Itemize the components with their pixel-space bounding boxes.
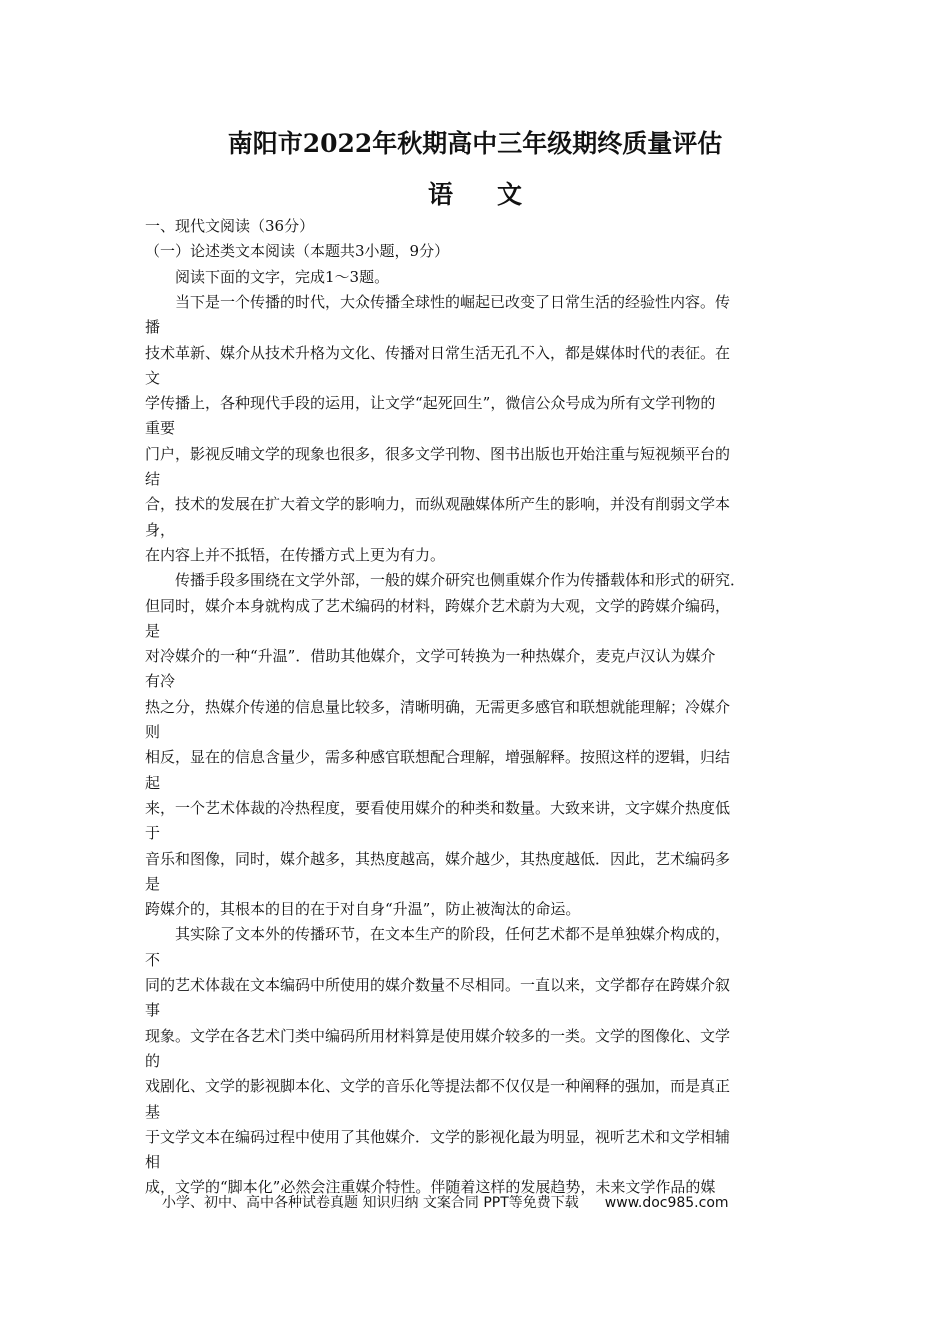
text-line: 于文学文本在编码过程中使用了其他媒介．文学的影视化最为明显，视听艺术和文学相辅 bbox=[145, 1128, 731, 1146]
text-line: 于 bbox=[145, 824, 161, 842]
text-line: 来，一个艺术体裁的冷热程度，要看使用媒介的种类和数量。大致来讲，文字媒介热度低 bbox=[145, 799, 731, 817]
text-line: 是 bbox=[145, 622, 161, 640]
text-line: 事 bbox=[145, 1001, 161, 1019]
section-heading: 一、现代文阅读（36分） bbox=[145, 217, 315, 235]
page-title: 南阳市2022年秋期高中三年级期终质量评估 bbox=[227, 129, 723, 158]
text-line: 现象。文学在各艺术门类中编码所用材料算是使用媒介较多的一类。文学的图像化、文学 bbox=[145, 1027, 731, 1045]
footer-watermark bbox=[162, 1192, 729, 1212]
subject-char-1: 语 bbox=[427, 180, 453, 209]
text-line: 传播手段多围绕在文学外部，一般的媒介研究也侧重媒介作为传播载体和形式的研究． bbox=[145, 571, 746, 589]
text-line: 学传播上，各种现代手段的运用，让文学“起死回生”，微信公众号成为所有文学刊物的 bbox=[145, 394, 716, 412]
text-line: 相反，显在的信息含量少，需多种感官联想配合理解，增强解释。按照这样的逻辑，归结 bbox=[145, 748, 731, 766]
text-line: 不 bbox=[145, 951, 161, 969]
text-line: 音乐和图像，同时，媒介越多，其热度越高，媒介越少，其热度越低．因此，艺术编码多 bbox=[145, 850, 731, 868]
text-line: 重要 bbox=[145, 419, 176, 437]
text-line: 则 bbox=[145, 723, 161, 741]
text-line: 成，文学的“脚本化”必然会注重媒介特性。伴随着这样的发展趋势，未来文学作品的媒 bbox=[145, 1178, 716, 1196]
text-line: 身， bbox=[145, 521, 176, 539]
subsection-heading: （一）论述类文本阅读（本题共3小题，9分） bbox=[145, 242, 450, 260]
text-line: 有冷 bbox=[145, 672, 176, 690]
text-line: 起 bbox=[145, 774, 161, 792]
text-line: 合，技术的发展在扩大着文学的影响力，而纵观融媒体所产生的影响，并没有削弱文学本 bbox=[145, 495, 731, 513]
text-line: 文 bbox=[145, 369, 161, 387]
text-line: 跨媒介的，其根本的目的在于对自身“升温”，防止被淘汰的命运。 bbox=[145, 900, 581, 918]
text-line: 当下是一个传播的时代，大众传播全球性的崛起已改变了日常生活的经验性内容。传 bbox=[145, 293, 731, 311]
text-line: 在内容上并不抵牾，在传播方式上更为有力。 bbox=[145, 546, 446, 564]
subject-title bbox=[0, 175, 950, 211]
text-line: 同的艺术体裁在文本编码中所使用的媒介数量不尽相同。一直以来，文学都存在跨媒介叙 bbox=[145, 976, 731, 994]
text-line: 对冷媒介的一种“升温”．借助其他媒介，文学可转换为一种热媒介，麦克卢汉认为媒介 bbox=[145, 647, 716, 665]
text-line: 结 bbox=[145, 470, 161, 488]
text-line: 但同时，媒介本身就构成了艺术编码的材料，跨媒介艺术蔚为大观，文学的跨媒介编码， bbox=[145, 597, 731, 615]
footer-site-link[interactable]: www.doc985.com bbox=[604, 1195, 729, 1211]
text-line: 播 bbox=[145, 318, 161, 336]
text-line: 门户，影视反哺文学的现象也很多，很多文学刊物、图书出版也开始注重与短视频平台的 bbox=[145, 445, 731, 463]
text-line: 是 bbox=[145, 875, 161, 893]
instruction-line: 阅读下面的文字，完成1～3题。 bbox=[145, 268, 390, 286]
subject-char-2: 文 bbox=[497, 180, 523, 209]
text-line: 的 bbox=[145, 1052, 161, 1070]
text-line: 技术革新、媒介从技术升格为文化、传播对日常生活无孔不入，都是媒体时代的表征。在 bbox=[145, 344, 731, 362]
footer-text: 小学、初中、高中各种试卷真题 知识归纳 文案合同 PPT等免费下载 bbox=[162, 1195, 579, 1211]
text-line: 相 bbox=[145, 1153, 161, 1171]
text-line: 戏剧化、文学的影视脚本化、文学的音乐化等提法都不仅仅是一种阐释的强加，而是真正 bbox=[145, 1077, 731, 1095]
text-line: 其实除了文本外的传播环节，在文本生产的阶段，任何艺术都不是单独媒介构成的， bbox=[145, 925, 731, 943]
text-line: 热之分，热媒介传递的信息量比较多，清晰明确，无需更多感官和联想就能理解；冷媒介 bbox=[145, 698, 731, 716]
text-line: 基 bbox=[145, 1103, 161, 1121]
